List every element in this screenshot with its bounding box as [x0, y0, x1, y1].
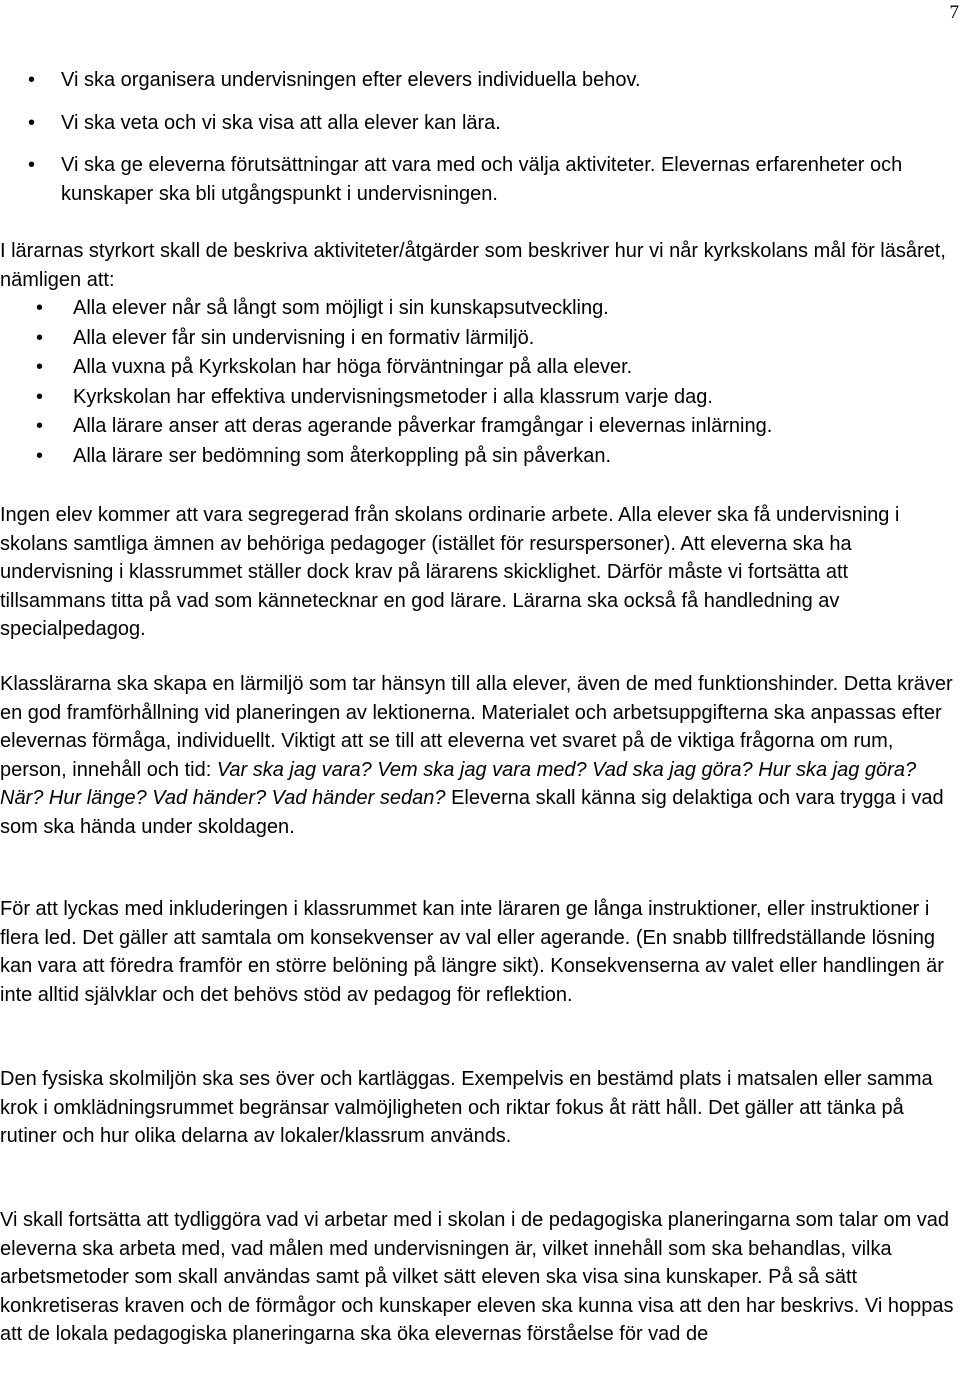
list-item: [0, 324, 958, 354]
list-item: [0, 151, 960, 208]
bullet-icon: •: [36, 385, 44, 408]
styrkort-intro: I lärarnas styrkort skall de beskriva aktiviteter/åtgärder som beskriver hur vi når kyrkskolans mål för läsåret, nämligen att:: [0, 240, 946, 291]
list-item: [0, 383, 958, 413]
list-item-text: Vi ska veta och vi ska visa att alla elever kan lära.: [61, 111, 501, 134]
goals-list: [0, 66, 960, 222]
list-item: [0, 412, 958, 442]
bullet-icon: •: [36, 356, 44, 378]
paragraph-klasslarare-start: Klasslärarna ska skapa en lärmiljö som tar hänsyn till alla elever, även de med funktionshinder. Detta kräver en god framförhållning vid planeringen av lektionerna. Materialet och arbetsuppgifterna ska anpassas efter elevernas förmåga, individuellt. Viktigt att se till att eleverna vet svaret på de viktiga frågorna om rum, person, innehåll och tid:: [0, 673, 953, 781]
paragraph-klasslarare: [0, 670, 958, 841]
paragraph-klasslarare-questions: Var ska jag vara? Vem ska jag vara med? Vad ska jag göra? Hur ska jag göra? När? Hur länge? Vad händer? Vad händer sedan?: [0, 758, 917, 809]
styrkort-list: [0, 294, 958, 471]
bullet-icon: •: [36, 326, 44, 349]
paragraph-segregation: Ingen elev kommer att vara segregerad från skolans ordinarie arbete. Alla elever ska få undervisning i skolans samtliga ämnen av behöriga pedagoger (istället för resurspersoner). Att eleverna ska ha undervisning i klassrummet ställer dock krav på lärarens skicklighet. Därför måste vi fortsätta att tillsammans titta på vad som kännetecknar en god lärare. Lärarna ska också få handledning av specialpedagog.: [0, 504, 900, 640]
list-item-text: Alla vuxna på Kyrkskolan har höga förväntningar på alla elever.: [73, 356, 633, 378]
list-item-text: Alla lärare ser bedömning som återkoppling på sin påverkan.: [73, 444, 612, 467]
bullet-icon: •: [36, 415, 44, 437]
bullet-icon: •: [28, 154, 36, 176]
list-item: [0, 442, 958, 472]
paragraph-klasslarare-end: Eleverna skall känna sig delaktiga och vara trygga i vad som ska hända under skoldagen.: [0, 787, 944, 838]
list-item-text: Vi ska organisera undervisningen efter elevers individuella behov.: [61, 69, 641, 91]
paragraph-tydliggora: Vi skall fortsätta att tydliggöra vad vi arbetar med i skolan i de pedagogiska planeringarna som talar om vad eleverna ska arbeta med, vad målen med undervisningen är, vilket innehåll som ska behandlas, vilka arbetsmetoder som skall användas samt på vilket sätt eleven ska visa sina kunskaper. På så sätt konkretiseras kraven och de förmågor och kunskaper eleven ska kunna visa att den har beskrivs. Vi hoppas att de lokala pedagogiska planeringarna ska öka elevernas förståelse för vad de: [0, 1209, 954, 1345]
paragraph-inkludering: För att lyckas med inkluderingen i klassrummet kan inte läraren ge långa instruktioner, eller instruktioner i flera led. Det gäller att samtala om konsekvenser av val eller agerande. (En snabb tillfredställande lösning kan vara att föredra framför en större belöning på längre sikt). Konsekvenserna av valet eller handlingen är inte alltid självklar och det behövs stöd av pedagog för reflektion.: [0, 898, 944, 1006]
list-item-text: Kyrkskolan har effektiva undervisningsmetoder i alla klassrum varje dag.: [73, 385, 713, 408]
paragraph-fysiska-miljon: Den fysiska skolmiljön ska ses över och kartläggas. Exempelvis en bestämd plats i matsalen eller samma krok i omklädningsrummet begränsar valmöjligheten och riktar fokus åt rätt håll. Det gäller att tänka på rutiner och hur olika delarna av lokaler/klassrum används.: [0, 1068, 933, 1147]
styrkort-section: [0, 237, 958, 471]
bullet-icon: •: [28, 111, 36, 134]
list-item: [0, 294, 958, 324]
list-item: [0, 66, 960, 95]
page-number: 7: [949, 2, 959, 23]
list-item-text: Alla lärare anser att deras agerande påverkar framgångar i elevernas inlärning.: [73, 415, 773, 437]
list-item-text: Alla elever når så långt som möjligt i sin kunskapsutveckling.: [73, 297, 609, 319]
bullet-icon: •: [36, 444, 44, 467]
bullet-icon: •: [36, 297, 44, 319]
list-item: [0, 109, 960, 138]
list-item-text: Vi ska ge eleverna förutsättningar att vara med och välja aktiviteter. Elevernas erfarenheter och kunskaper ska bli utgångspunkt i undervisningen.: [61, 154, 903, 205]
list-item-text: Alla elever får sin undervisning i en formativ lärmiljö.: [73, 326, 535, 349]
list-item: [0, 353, 958, 383]
bullet-icon: •: [28, 69, 36, 91]
